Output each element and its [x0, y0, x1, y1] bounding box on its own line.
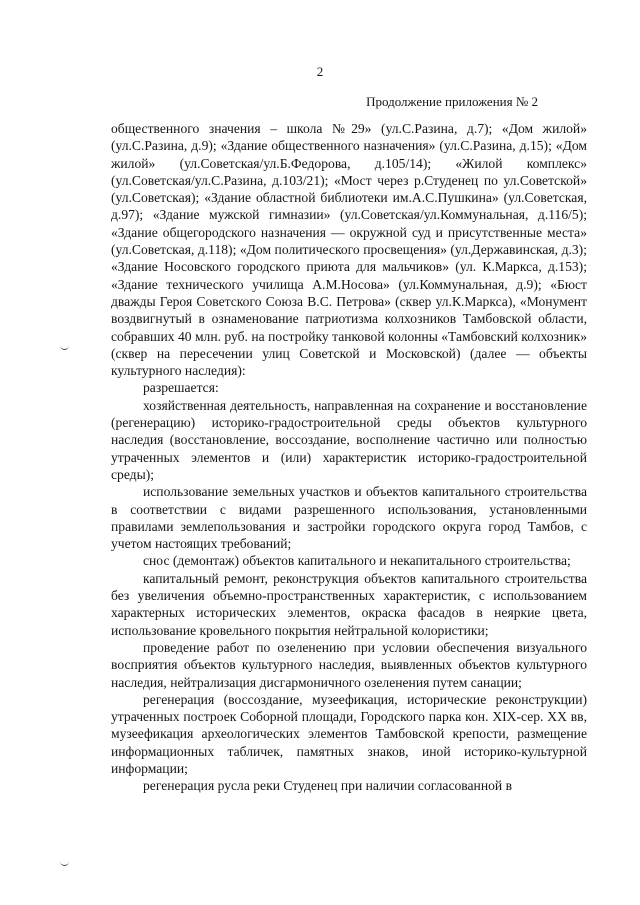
paragraph-land-use: использование земельных участков и объектов капитального строительства в соответствии с видами разрешенного использования, установленными правилами землепользования и застройки городского округа город Тамбов, с учетом настоящих требований; [111, 484, 587, 552]
paragraph-regeneration: регенерация (воссоздание, музеефикация, исторические реконструкции) утраченных построек Соборной площади, Городского парка кон. XIX-сер. XX вв, музеефикация археологических элементов Тамбовской крепости, размещение информационных табличек, памятных знаков, иной историко-культурной информации; [111, 691, 587, 776]
appendix-continuation-note: Продолжение приложения № 2 [366, 94, 538, 109]
paragraph-river-regeneration: регенерация русла реки Студенец при наличии согласованной в [143, 778, 512, 794]
paragraph-demolition: снос (демонтаж) объектов капитального и некапитального строительства; [143, 553, 571, 569]
paragraph-permitted: разрешается: [143, 380, 219, 396]
paragraph-economic-activity: хозяйственная деятельность, направленная на сохранение и восстановление (регенерацию) историко-градостроительной среды объектов культурного наследия (восстановление, воссоздание, восполнение частично или полностью утраченных элементов и (или) характеристик историко-градостроительной среды); [111, 397, 587, 482]
margin-mark [60, 344, 69, 350]
margin-mark [60, 860, 69, 866]
document-body [111, 120, 587, 795]
paragraph-landscaping: проведение работ по озеленению при условии обеспечения визуального восприятия объектов культурного наследия, выявленных объектов культурного наследия, нейтрализация дисгармоничного озеленения путем санации; [111, 639, 587, 690]
paragraph-capital-repair: капитальный ремонт, реконструкция объектов капитального строительства без увеличения объемно-пространственных характеристик, с использованием характерных исторических элементов, окраска фасадов в неяркие цвета, использование кровельного покрытия нейтральной колористики; [111, 570, 587, 638]
page-number: 2 [316, 64, 324, 79]
paragraph-heritage-objects: общественного значения – школа №29» (ул.С.Разина, д.7); «Дом жилой» (ул.С.Разина, д.9); «Здание общественного назначения» (ул.С.Разина, д.15); «Дом жилой» (ул.Советская/ул.Б.Федорова, д.105/14); «Жилой комплекс» (ул.Советская/ул.С.Разина, д.103/21); «Мост через р.Студенец по ул.Советской» (ул.Советская); «Здание областной библиотеки им.А.С.Пушкина» (ул.Советская, д.97); «Здание мужской гимназии» (ул.Советская/ул.Коммунальная, д.116/5); «Здание общегородского назначения — окружной суд и присутственные места» (ул.Советская, д.118); «Дом политического просвещения» (ул.Державинская, д.3); «Здание Носовского городского приюта для мальчиков» (ул. К.Маркса, д.153); «Здание технического училища А.М.Носова» (ул.Коммунальная, д.9); «Бюст дважды Героя Советского Союза В.С. Петрова» (сквер ул.К.Маркса), «Монумент воздвигнутый в ознаменование патриотизма колхозников Тамбовской области, собравших 40 млн. руб. на постройку танковой колонны «Тамбовский колхозник» (сквер на пересечении улиц Советской и Московской) (далее — объекты культурного наследия): [111, 121, 587, 379]
